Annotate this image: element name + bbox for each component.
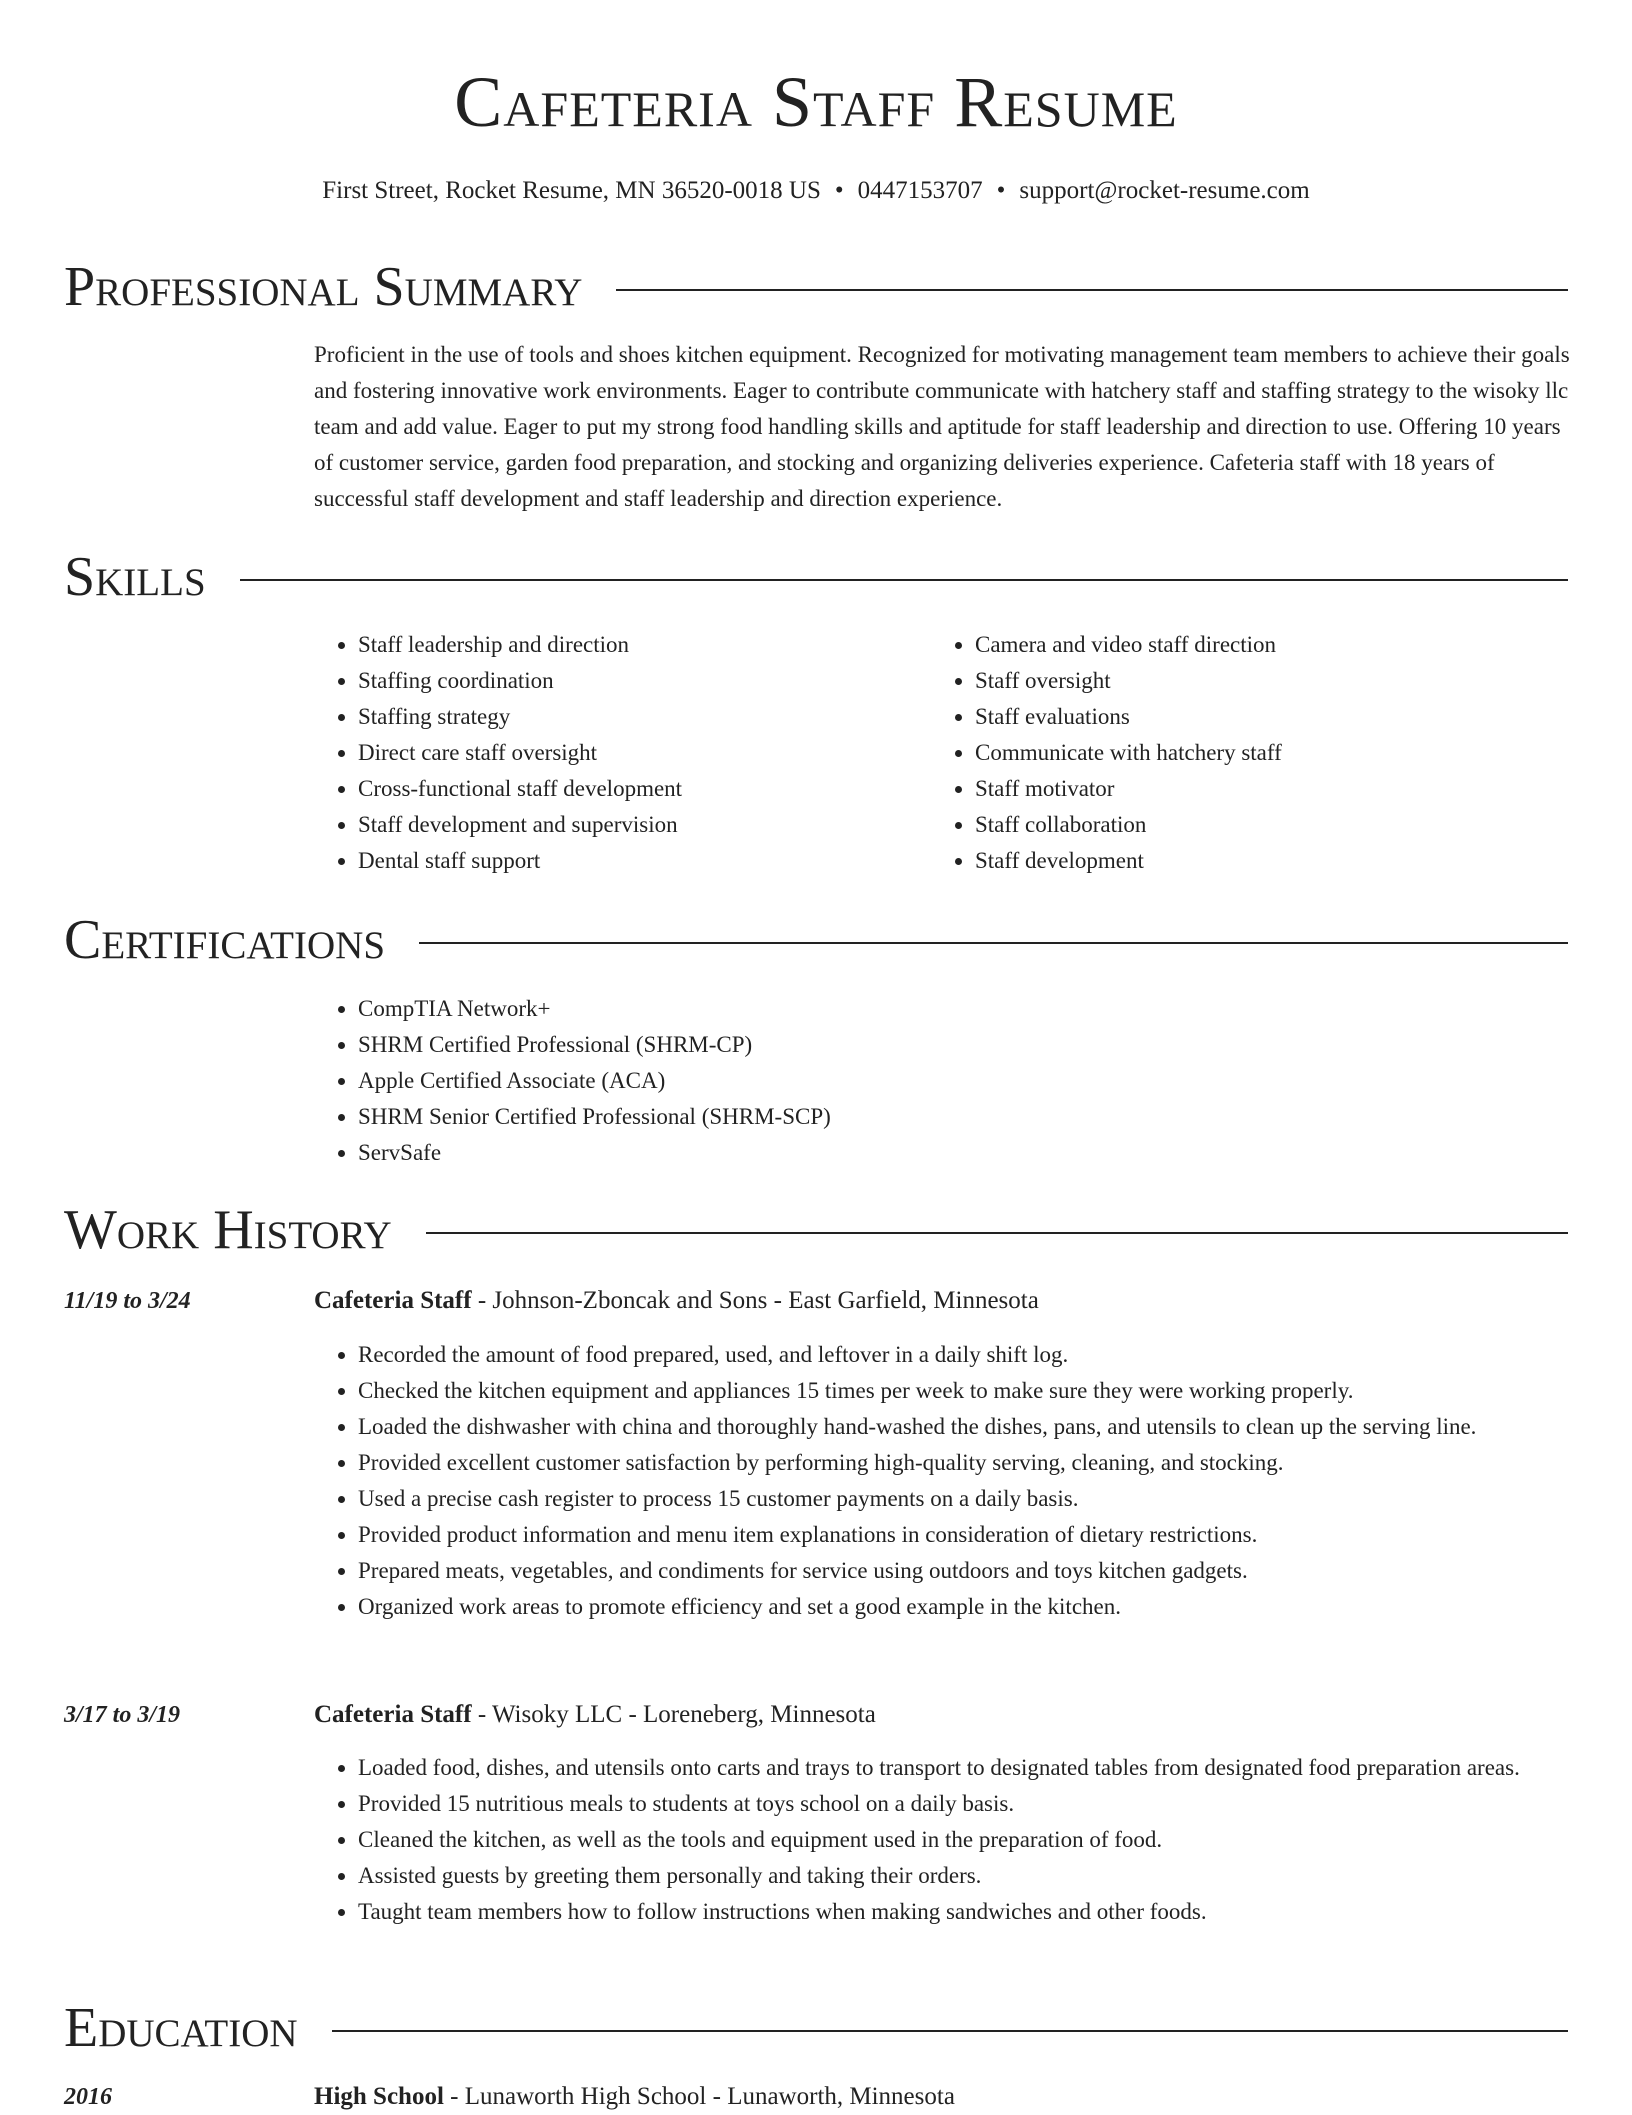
work-history-section-header: [64, 1198, 1568, 1262]
summary-text: Proficient in the use of tools and shoes kitchen equipment. Recognized for motivating management team members to achieve their goals and fostering innovative work environments. Eager to contribute communicate with hatchery staff and staffing strategy to the wisoky llc team and add value. Eager to put my strong food handling skills and aptitude for staff leadership and direction to use. Offering 10 years of customer service, garden food preparation, and stocking and organizing deliveries experience. Cafeteria staff with 18 years of successful staff development and staff leadership and direction experience.: [314, 342, 1570, 511]
job-duty: • Recorded the amount of food prepared, used, and leftover in a daily shift log.: [358, 1337, 1618, 1373]
education-degree: High School: [314, 2083, 444, 2110]
section-divider: [616, 289, 1568, 291]
skill-item: • Dental staff support: [358, 843, 918, 879]
section-divider: [426, 1232, 1568, 1234]
skill-item: • Staff leadership and direction: [358, 627, 918, 663]
skill-item: • Camera and video staff direction: [975, 627, 1575, 663]
summary-heading: Professional Summary: [64, 256, 583, 318]
job-employer-location: - Wisoky LLC - Loreneberg, Minnesota: [471, 1701, 876, 1728]
job-title: Cafeteria Staff: [314, 1287, 472, 1314]
job-duty: • Loaded the dishwasher with china and thoroughly hand-washed the dishes, pans, and utensils to clean up the serving line.: [358, 1409, 1618, 1445]
job-duty: • Used a precise cash register to process 15 customer payments on a daily basis.: [358, 1481, 1618, 1517]
job-duty: • Provided 15 nutritious meals to students at toys school on a daily basis.: [358, 1786, 1618, 1822]
section-divider: [419, 942, 1568, 944]
contact-separator: •: [996, 177, 1006, 204]
education-school-location: - Lunaworth High School - Lunaworth, Minnesota: [443, 2083, 955, 2110]
job-employer-location: - Johnson-Zboncak and Sons - East Garfield, Minnesota: [471, 1287, 1039, 1314]
job-duty: • Loaded food, dishes, and utensils onto carts and trays to transport to designated tables from designated food preparation areas.: [358, 1750, 1618, 1786]
certification-item: • Apple Certified Associate (ACA): [358, 1063, 1618, 1099]
certifications-heading: Certifications: [64, 909, 386, 971]
skill-item: • Staff oversight: [975, 663, 1575, 699]
job-duty: • Checked the kitchen equipment and appliances 15 times per week to make sure they were working properly.: [358, 1373, 1618, 1409]
skill-item: • Staffing strategy: [358, 699, 918, 735]
contact-line: [0, 174, 1632, 208]
job-title-line: [314, 1697, 876, 1733]
skills-section-header: [64, 545, 1568, 609]
job-duty: • Assisted guests by greeting them personally and taking their orders.: [358, 1858, 1618, 1894]
skills-list-right: [931, 627, 1575, 879]
certifications-section-header: [64, 908, 1568, 972]
job-duty: • Provided product information and menu item explanations in consideration of dietary restrictions.: [358, 1517, 1618, 1553]
certification-item: • SHRM Senior Certified Professional (SHRM-SCP): [358, 1099, 1618, 1135]
skill-item: • Staff collaboration: [975, 807, 1575, 843]
certification-item: • SHRM Certified Professional (SHRM-CP): [358, 1027, 1618, 1063]
certification-item: • CompTIA Network+: [358, 991, 1618, 1027]
job-duties-list: [314, 1337, 1618, 1625]
job-duty: • Prepared meats, vegetables, and condiments for service using outdoors and toys kitchen gadgets.: [358, 1553, 1618, 1589]
education-section-header: [64, 1996, 1568, 2060]
job-dates: 11/19 to 3/24: [64, 1288, 191, 1314]
job-title-line: [314, 1283, 1039, 1319]
job-duty: • Cleaned the kitchen, as well as the tools and equipment used in the preparation of food.: [358, 1822, 1618, 1858]
skill-item: • Staff motivator: [975, 771, 1575, 807]
section-divider: [332, 2030, 1568, 2032]
education-line: [314, 2079, 955, 2115]
certifications-list: [314, 991, 1618, 1171]
job-duty: • Provided excellent customer satisfaction by performing high-quality serving, cleaning, and stocking.: [358, 1445, 1618, 1481]
education-year: 2016: [64, 2084, 112, 2110]
certification-item: • ServSafe: [358, 1135, 1618, 1171]
skill-item: • Staff evaluations: [975, 699, 1575, 735]
skill-item: • Staffing coordination: [358, 663, 918, 699]
job-duties-list: [314, 1750, 1618, 1930]
contact-separator: •: [834, 177, 844, 204]
skill-item: • Cross-functional staff development: [358, 771, 918, 807]
job-dates: 3/17 to 3/19: [64, 1702, 181, 1728]
job-duty: • Taught team members how to follow instructions when making sandwiches and other foods.: [358, 1894, 1618, 1930]
resume-title: Cafeteria Staff Resume: [454, 62, 1178, 142]
job-duty: • Organized work areas to promote efficiency and set a good example in the kitchen.: [358, 1589, 1618, 1625]
section-divider: [240, 579, 1568, 581]
job-title: Cafeteria Staff: [314, 1701, 472, 1728]
skill-item: • Staff development: [975, 843, 1575, 879]
contact-email: support@rocket-resume.com: [1019, 177, 1310, 204]
contact-address: First Street, Rocket Resume, MN 36520-0018 US: [322, 177, 821, 204]
education-heading: Education: [64, 1997, 298, 2059]
skill-item: • Direct care staff oversight: [358, 735, 918, 771]
skill-item: • Staff development and supervision: [358, 807, 918, 843]
skill-item: • Communicate with hatchery staff: [975, 735, 1575, 771]
summary-section-header: [64, 255, 1568, 319]
contact-phone: 0447153707: [857, 177, 983, 204]
skills-list-left: [314, 627, 918, 879]
work-history-heading: Work History: [64, 1199, 392, 1261]
skills-heading: Skills: [64, 546, 206, 608]
